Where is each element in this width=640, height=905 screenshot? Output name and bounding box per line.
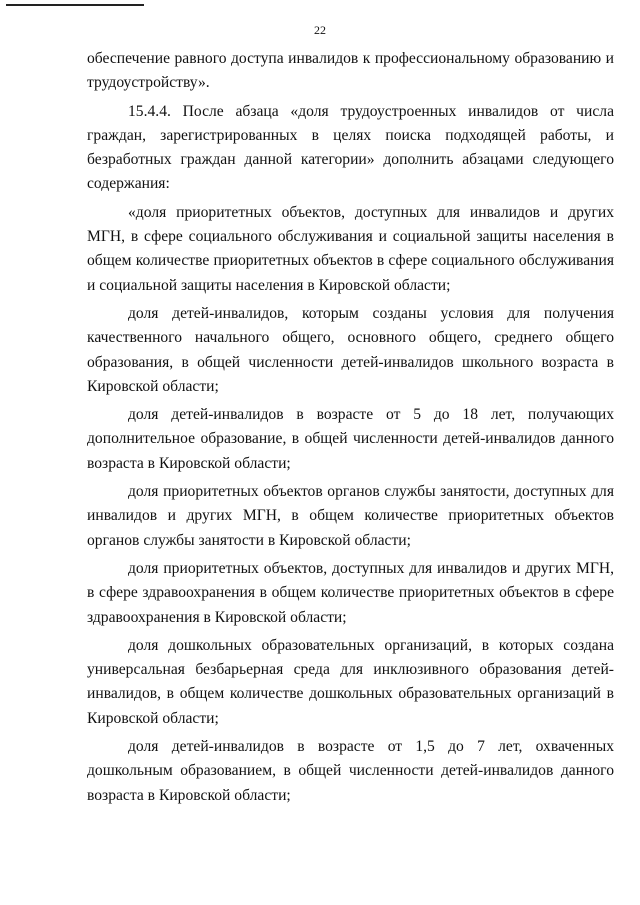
- paragraph-9: доля детей-инвалидов в возрасте от 1,5 до 7 лет, охваченных дошкольным образованием, в общей численности детей-инвалидов данного возраста в Кировской области;: [87, 738, 614, 804]
- paragraph-5: доля детей-инвалидов в возрасте от 5 до 18 лет, получающих дополнительное образование, в общей численности детей-инвалидов данного возраста в Кировской области;: [87, 406, 614, 472]
- top-rule: [6, 4, 144, 6]
- document-body: [87, 47, 614, 808]
- paragraph-3: «доля приоритетных объектов, доступных для инвалидов и других МГН, в сфере социального обслуживания и социальной защиты населения в общем количестве приоритетных объектов в сфере социального обслуживания и социальной защиты населения в Кировской области;: [87, 203, 614, 294]
- paragraph-7: доля приоритетных объектов, доступных для инвалидов и других МГН, в сфере здравоохранения в общем количестве приоритетных объектов в сфере здравоохранения в Кировской области;: [87, 559, 614, 626]
- paragraph-2: 15.4.4. После абзаца «доля трудоустроенных инвалидов от числа граждан, зарегистрированных в целях поиска подходящей работы, и безработных граждан данной категории» дополнить абзацами следующего содержания:: [87, 102, 614, 193]
- paragraph-1: обеспечение равного доступа инвалидов к профессиональному образованию и трудоустройству».: [87, 50, 614, 92]
- paragraph-4: доля детей-инвалидов, которым созданы условия для получения качественного начального общего, основного общего, среднего общего образования, в общей численности детей-инвалидов школьного возраста в Кировской области;: [87, 304, 614, 395]
- paragraph-8: доля дошкольных образовательных организаций, в которых создана универсальная безбарьерная среда для инклюзивного образования детей-инвалидов, в общем количестве дошкольных образовательных организаций в Кировской области;: [87, 636, 614, 727]
- paragraph-6: доля приоритетных объектов органов службы занятости, доступных для инвалидов и других МГН, в общем количестве приоритетных объектов органов службы занятости в Кировской области;: [87, 483, 614, 549]
- page-number: 22: [314, 23, 326, 37]
